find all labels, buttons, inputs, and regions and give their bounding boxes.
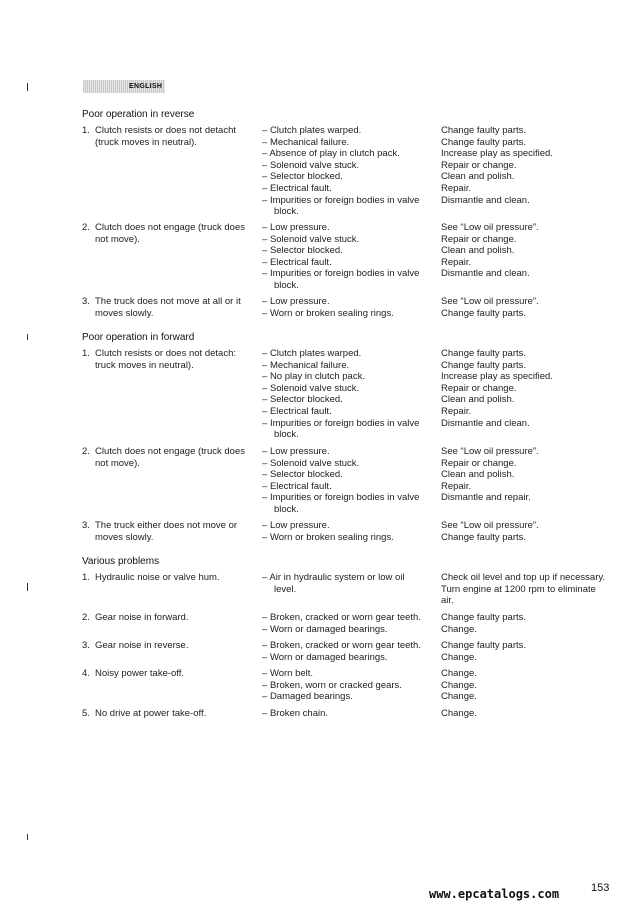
cause-continuation: block. xyxy=(274,503,299,515)
remedy-line: Repair. xyxy=(441,182,472,194)
remedies-cell xyxy=(441,572,611,607)
remedy-line: Change. xyxy=(441,708,477,719)
remedy-line: Clean and polish. xyxy=(441,171,515,183)
remedy-line: Change. xyxy=(441,651,477,663)
remedy-line: Dismantle and clean. xyxy=(441,194,530,206)
problem-line: not move). xyxy=(95,233,140,245)
problem-cell xyxy=(95,668,250,680)
item-number: 3. xyxy=(82,520,90,531)
item-number: 4. xyxy=(82,668,90,679)
cause-line: – Low pressure. xyxy=(262,520,434,532)
remedy-line: Repair or change. xyxy=(441,382,517,394)
cause-line: – Worn or damaged bearings. xyxy=(262,624,434,636)
cause-continuation: block. xyxy=(274,279,299,291)
remedy-line: Dismantle and clean. xyxy=(441,268,530,280)
problem-line: Clutch resists or does not detacht xyxy=(95,125,236,136)
causes-cell xyxy=(262,296,434,319)
page-number: 153 xyxy=(591,882,610,894)
remedy-line: Change faulty parts. xyxy=(441,125,527,136)
section-title: Poor operation in reverse xyxy=(82,109,195,120)
cause-line: – Low pressure. xyxy=(262,296,434,308)
cause-line: – Solenoid valve stuck. xyxy=(262,383,434,395)
cause-line: – Selector blocked. xyxy=(262,171,434,183)
problem-cell xyxy=(95,708,250,720)
problem-line: moves slowly. xyxy=(95,307,154,319)
margin-mark xyxy=(27,334,28,340)
remedy-line: Clean and polish. xyxy=(441,469,515,481)
causes-cell xyxy=(262,668,434,703)
problem-line: Clutch does not engage (truck does xyxy=(95,446,245,457)
remedy-line: Repair or change. xyxy=(441,457,517,469)
remedy-line: See “Low oil pressure”. xyxy=(441,520,539,531)
cause-line: – Mechanical failure. xyxy=(262,360,434,372)
cause-line: – Selector blocked. xyxy=(262,394,434,406)
cause-line: – Solenoid valve stuck. xyxy=(262,458,434,470)
causes-cell xyxy=(262,348,434,441)
cause-line: – Impurities or foreign bodies in valve xyxy=(262,195,434,207)
remedy-line: Increase play as specified. xyxy=(441,148,553,160)
cause-continuation: block. xyxy=(274,429,299,441)
margin-mark xyxy=(27,583,28,591)
remedy-line: Change. xyxy=(441,623,477,635)
margin-mark xyxy=(27,83,28,91)
cause-line: – Broken, worn or cracked gears. xyxy=(262,680,434,692)
cause-line: – Low pressure. xyxy=(262,222,434,234)
cause-line: – Selector blocked. xyxy=(262,469,434,481)
cause-line: – Electrical fault. xyxy=(262,481,434,493)
problem-cell xyxy=(95,640,250,652)
cause-line: – Worn or broken sealing rings. xyxy=(262,532,434,544)
remedies-cell xyxy=(441,348,611,429)
remedy-line: Increase play as specified. xyxy=(441,371,553,383)
remedy-line: Dismantle and repair. xyxy=(441,492,531,504)
cause-line: – Worn or damaged bearings. xyxy=(262,652,434,664)
problem-line: Noisy power take-off. xyxy=(95,668,185,679)
cause-line: – Clutch plates warped. xyxy=(262,348,434,360)
item-number: 1. xyxy=(82,348,90,359)
remedy-line: See “Low oil pressure”. xyxy=(441,222,539,233)
cause-line: – Solenoid valve stuck. xyxy=(262,160,434,172)
remedy-line: Turn engine at 1200 rpm to eliminate xyxy=(441,583,596,595)
cause-line: – Electrical fault. xyxy=(262,257,434,269)
problem-line: not move). xyxy=(95,457,140,469)
remedy-line: Repair or change. xyxy=(441,233,517,245)
cause-line: – Broken, cracked or worn gear teeth. xyxy=(262,640,434,652)
item-number: 1. xyxy=(82,125,90,136)
remedy-line: Change. xyxy=(441,668,477,679)
remedies-cell xyxy=(441,125,611,206)
cause-line: – Absence of play in clutch pack. xyxy=(262,148,434,160)
cause-line: – Air in hydraulic system or low oil xyxy=(262,572,434,584)
cause-line: – Low pressure. xyxy=(262,446,434,458)
problem-line: truck moves in neutral). xyxy=(95,359,194,371)
problem-cell xyxy=(95,125,250,148)
problem-line: Gear noise in reverse. xyxy=(95,640,189,651)
cause-line: – Worn or broken sealing rings. xyxy=(262,308,434,320)
remedies-cell xyxy=(441,708,611,720)
remedy-line: Change faulty parts. xyxy=(441,136,527,148)
problem-line: The truck either does not move or xyxy=(95,520,238,531)
causes-cell xyxy=(262,572,434,595)
problem-line: Hydraulic noise or valve hum. xyxy=(95,572,220,583)
cause-line: – Electrical fault. xyxy=(262,406,434,418)
cause-line: – Broken chain. xyxy=(262,708,434,720)
language-label: ENGLISH xyxy=(129,83,163,90)
remedy-line: Change. xyxy=(441,679,477,691)
problem-line: The truck does not move at all or it xyxy=(95,296,241,307)
problem-line: moves slowly. xyxy=(95,531,154,543)
remedies-cell xyxy=(441,222,611,280)
causes-cell xyxy=(262,708,434,720)
cause-line: – Worn belt. xyxy=(262,668,434,680)
cause-line: – Broken, cracked or worn gear teeth. xyxy=(262,612,434,624)
problem-cell xyxy=(95,222,250,245)
item-number: 1. xyxy=(82,572,90,583)
item-number: 5. xyxy=(82,708,90,719)
cause-line: – Impurities or foreign bodies in valve xyxy=(262,268,434,280)
remedy-line: Change. xyxy=(441,691,477,703)
cause-line: – Damaged bearings. xyxy=(262,691,434,703)
causes-cell xyxy=(262,640,434,663)
cause-line: – Solenoid valve stuck. xyxy=(262,234,434,246)
item-number: 2. xyxy=(82,446,90,457)
cause-line: – Selector blocked. xyxy=(262,245,434,257)
item-number: 3. xyxy=(82,640,90,651)
problem-cell xyxy=(95,296,250,319)
remedy-line: air. xyxy=(441,595,454,607)
cause-line: – Impurities or foreign bodies in valve xyxy=(262,492,434,504)
remedy-line: Change faulty parts. xyxy=(441,348,527,359)
causes-cell xyxy=(262,125,434,218)
remedy-line: Check oil level and top up if necessary. xyxy=(441,572,606,583)
problem-line: Clutch does not engage (truck does xyxy=(95,222,245,233)
problem-line: (truck moves in neutral). xyxy=(95,136,197,148)
item-number: 2. xyxy=(82,612,90,623)
problem-line: Gear noise in forward. xyxy=(95,612,189,623)
problem-line: Clutch resists or does not detach: xyxy=(95,348,236,359)
section-title: Various problems xyxy=(82,556,160,567)
remedies-cell xyxy=(441,640,611,663)
remedy-line: Change faulty parts. xyxy=(441,307,527,319)
problem-cell xyxy=(95,446,250,469)
cause-continuation: block. xyxy=(274,206,299,218)
section-title: Poor operation in forward xyxy=(82,332,195,343)
cause-line: – Mechanical failure. xyxy=(262,137,434,149)
remedy-line: Repair. xyxy=(441,256,472,268)
remedies-cell xyxy=(441,520,611,543)
remedy-line: Clean and polish. xyxy=(441,245,515,257)
cause-line: – Clutch plates warped. xyxy=(262,125,434,137)
remedies-cell xyxy=(441,612,611,635)
problem-cell xyxy=(95,612,250,624)
problem-cell xyxy=(95,348,250,371)
remedy-line: Repair or change. xyxy=(441,159,517,171)
remedy-line: Clean and polish. xyxy=(441,394,515,406)
remedy-line: Repair. xyxy=(441,480,472,492)
remedies-cell xyxy=(441,668,611,703)
margin-mark xyxy=(27,834,28,840)
remedies-cell xyxy=(441,296,611,319)
remedy-line: Dismantle and clean. xyxy=(441,417,530,429)
causes-cell xyxy=(262,612,434,635)
cause-line: – No play in clutch pack. xyxy=(262,371,434,383)
problem-cell xyxy=(95,520,250,543)
remedies-cell xyxy=(441,446,611,504)
item-number: 2. xyxy=(82,222,90,233)
remedy-line: Change faulty parts. xyxy=(441,531,527,543)
remedy-line: Change faulty parts. xyxy=(441,640,527,651)
footer-url: www.epcatalogs.com xyxy=(429,887,560,901)
causes-cell xyxy=(262,520,434,543)
remedy-line: See “Low oil pressure”. xyxy=(441,296,539,307)
remedy-line: See “Low oil pressure”. xyxy=(441,446,539,457)
cause-line: – Impurities or foreign bodies in valve xyxy=(262,418,434,430)
remedy-line: Repair. xyxy=(441,405,472,417)
problem-cell xyxy=(95,572,250,584)
remedy-line: Change faulty parts. xyxy=(441,359,527,371)
problem-line: No drive at power take-off. xyxy=(95,708,207,719)
cause-continuation: level. xyxy=(274,583,297,595)
causes-cell xyxy=(262,222,434,292)
causes-cell xyxy=(262,446,434,516)
cause-line: – Electrical fault. xyxy=(262,183,434,195)
item-number: 3. xyxy=(82,296,90,307)
remedy-line: Change faulty parts. xyxy=(441,612,527,623)
